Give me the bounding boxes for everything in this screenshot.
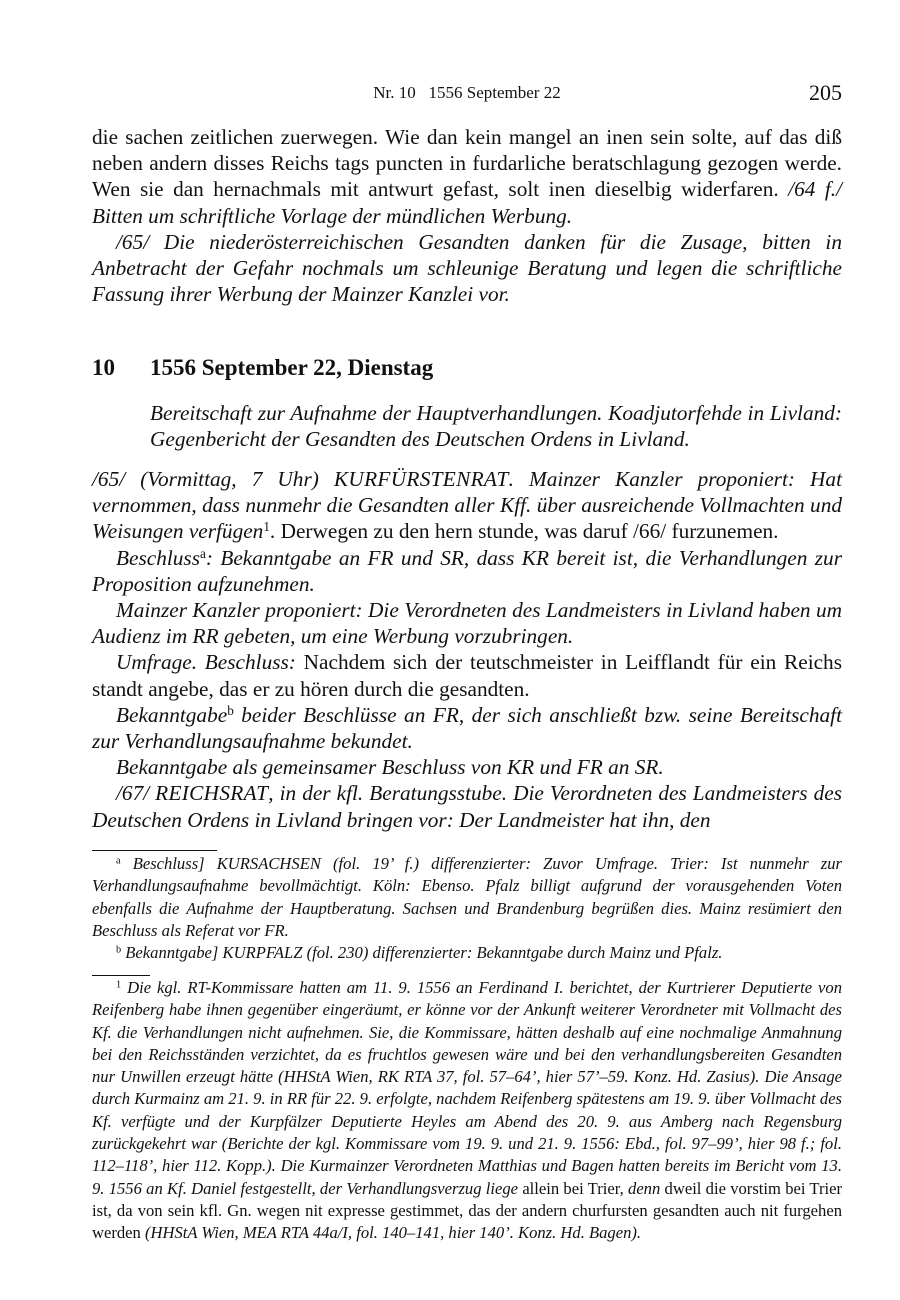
footnote-divider-text-notes — [92, 850, 217, 851]
running-head — [92, 80, 842, 106]
text-footnotes — [92, 853, 842, 964]
page-number: 205 — [809, 80, 842, 105]
footnote-a: $^a$ Beschluss] KURSACHSEN (fol. 19’ f.) differenzierter: Zuvor Umfrage. Trier: Ist nunmehr zur Verhandlungsaufnahme bevollmächtigt. Köln: Ebenso. Pfalz billigt aufgrund der vorausgehenden Voten ebenfalls die Aufnahme der Hauptberatung. Sachsen und Brandenburg begrüßen dies. Mainz resümiert den Beschluss als Referat vor FR. — [92, 854, 842, 940]
footnote-ref-b[interactable]: b — [227, 702, 234, 718]
footnote-divider-content-notes — [92, 975, 150, 976]
main-paragraph-3: Mainzer Kanzler proponiert: Die Verordneten des Landmeisters in Livland haben um Audienz im RR gebeten, um eine Werbung vorzubringen. — [92, 598, 842, 649]
continuation-text — [92, 124, 842, 307]
footnote-ref-a[interactable]: a — [200, 545, 206, 561]
document-date: 1556 September 22, Dienstag — [150, 355, 434, 380]
footnote-1: $^1$ Die kgl. RT-Kommissare hatten am 11. 9. 1556 an Ferdinand I. berichtet, der Kurtrierer Deputierte von Reifenberg habe ihnen gegenüber eingeräumt, er könne vor der Ankunft weiterer Verordneter mit Vollmacht des Kf. die Verhandlungen nicht aufnehmen. Sie, die Kommissare, hätten deshalb auf eine nochmalige Anmahnung bei den Reichsständen verzichtet, da es fruchtlos gewesen wäre und bei den verhandlungsbereiten Gesandten nur Unwillen erzeugt hätte (HHStA Wien, RK RTA 37, fol. 57–64’, hier 57’–59. Konz. Hd. Zasius). Die Ansage durch Kurmainz am 21. 9. in RR für 22. 9. erfolgte, nachdem Reifenberg spätestens am 19. 9. über Vollmacht des Kf. verfügte und der Kurpfälzer Deputierte Heyles am Abend des 20. 9. aus Amberg nach Regensburg zurückgekehrt war (Berichte der kgl. Kommissare vom 19. 9. und 21. 9. 1556: Ebd., fol. 97–99’, hier 98 f.; fol. 112–118’, hier 112. Kopp.). Die Kurmainzer Verordneten Matthias und Bagen hatten bereits im Bericht vom 13. 9. 1556 an Kf. Daniel festgestellt, der Verhandlungsverzug liege allein bei Trier, denn dweil die vorstim bei Trier ist, da von sein kfl. Gn. wegen nit expresse gestimmet, das der andern churfursten gesandten auch nit furgehen werden (HHStA Wien, MEA RTA 44a/I, fol. 140–141, hier 140’. Konz. Hd. Bagen). — [92, 978, 843, 1243]
kurfuerstenrat-label: KURFÜRSTENRAT — [333, 467, 509, 491]
continuation-paragraph-1: die sachen zeitlichen zuerwegen. Wie dan kein mangel an inen sein solte, auf das diß neben andern disses Reichs tags puncten in furdarliche beratschlagung gezogen werde. Wen sie dan hernachmals mit antwurt gefast, solt inen dieselbig widerfaren. /64 f./ Bitten um schriftliche Vorlage der mündlichen Werbung. — [92, 125, 842, 228]
main-paragraph-7: /67/ REICHSRAT, in der kfl. Beratungsstube. Die Verordneten des Landmeisters des Deutschen Ordens in Livland bringen vor: Der Landmeister hat ihn, den — [92, 781, 842, 832]
main-paragraph-2: Beschluss$^a$: Bekanntgabe an FR und SR, dass KR bereit ist, die Verhandlungen zur Proposition aufzunehmen. — [92, 545, 842, 596]
document-number: 10 — [92, 355, 115, 380]
footnote-ref-1[interactable]: 1 — [263, 519, 270, 535]
main-paragraph-4: Umfrage. Beschluss: Nachdem sich der teutschmeister in Leifflandt für ein Reichs standt angebe, das er zu hören durch die gesandten. — [92, 650, 842, 701]
main-text — [92, 466, 842, 833]
document-heading — [92, 354, 842, 382]
main-paragraph-1: /65/ (Vormittag, 7 Uhr) KURFÜRSTENRAT. Mainzer Kanzler proponiert: Hat vernommen, dass nunmehr die Gesandten aller Kff. über ausreichende Vollmachten und Weisungen verfügen$^1$. Derwegen zu den hern stunde, was daruf /66/ furzunemen. — [92, 467, 842, 544]
reichsrat-label: REICHSRAT — [155, 781, 269, 806]
content-footnotes — [92, 977, 842, 1245]
continuation-paragraph-2: /65/ Die niederösterreichischen Gesandten danken für die Zusage, bitten in Anbetracht der Gefahr nochmals um schleunige Beratung und legen die schriftliche Fassung ihrer Werbung der Mainzer Kanzlei vor. — [92, 229, 842, 307]
main-paragraph-5: Bekanntgabe$^b$ beider Beschlüsse an FR, der sich anschließt bzw. seine Bereitschaft zur Verhandlungsaufnahme bekundet. — [92, 702, 842, 754]
footnote-b: $^b$ Bekanntgabe] KURPFALZ (fol. 230) differenzierter: Bekanntgabe durch Mainz und Pfalz. — [116, 943, 723, 963]
main-paragraph-6: Bekanntgabe als gemeinsamer Beschluss von KR und FR an SR. — [116, 755, 664, 780]
document-regest: Bereitschaft zur Aufnahme der Hauptverhandlungen. Koadjutorfehde in Livland: Gegenbericht der Gesandten des Deutschen Ordens in Livland. — [150, 401, 842, 452]
running-head-title: Nr. 10 1556 September 22 — [373, 83, 561, 102]
